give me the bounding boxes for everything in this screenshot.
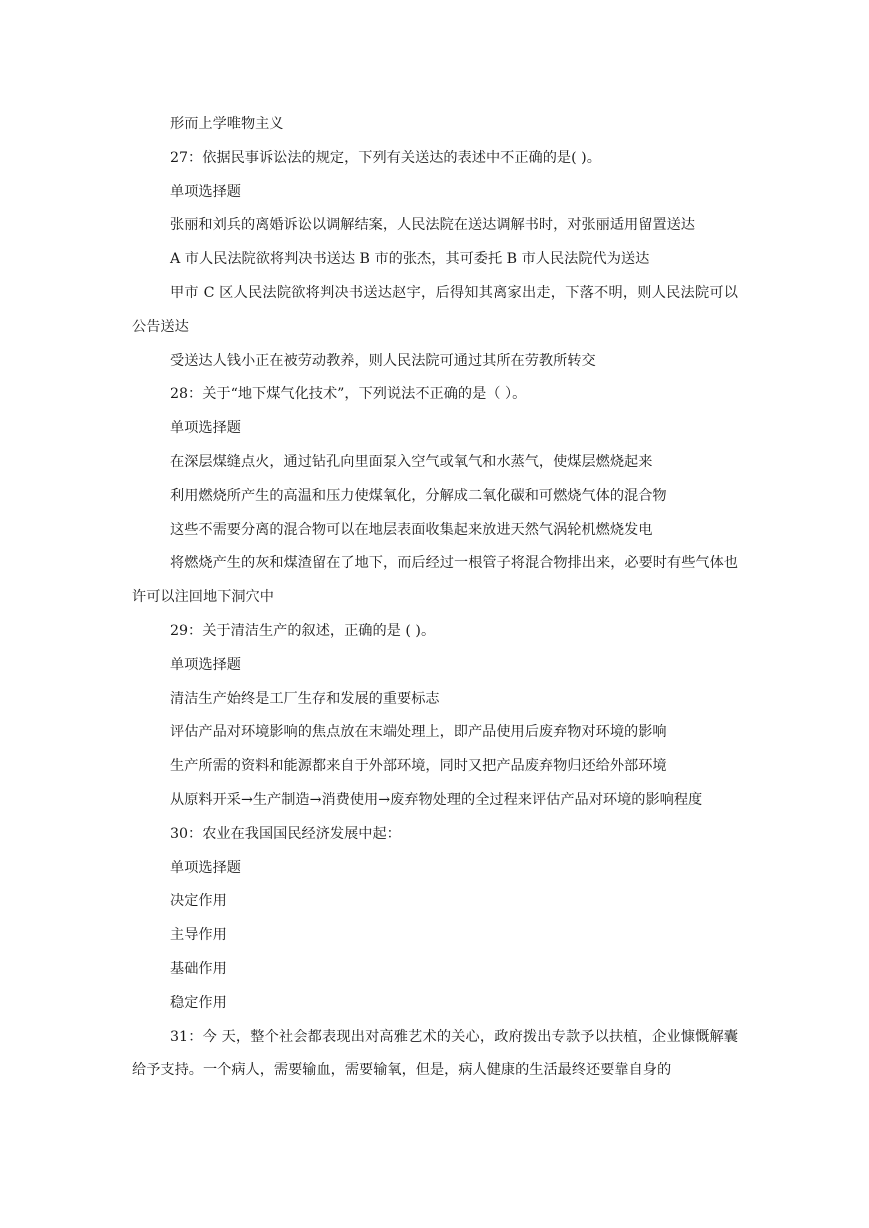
option-text: 这些不需要分离的混合物可以在地层表面收集起来放进天然气涡轮机燃烧发电 xyxy=(170,521,653,538)
question-29-text: 29：关于清洁生产的叙述，正确的是 ( )。 xyxy=(170,622,436,639)
option-text: A 市人民法院欲将判决书送达 B 市的张杰，其可委托 B 市人民法院代为送达 xyxy=(170,251,650,268)
question-type-label: 单项选择题 xyxy=(170,859,241,876)
option-text: 从原料开采→生产制造→消费使用→废弃物处理的全过程来评估产品对环境的影响程度 xyxy=(170,791,703,808)
question-28-text: 28：关于“地下煤气化技术”，下列说法不正确的是（ ）。 xyxy=(170,386,527,403)
document-body xyxy=(132,108,738,1088)
option-text: 稳定作用 xyxy=(170,994,227,1011)
option-text: 张丽和刘兵的离婚诉讼以调解结案，人民法院在送达调解书时，对张丽适用留置送达 xyxy=(170,217,695,234)
option-text: 受送达人钱小正在被劳动教养，则人民法院可通过其所在劳教所转交 xyxy=(170,352,596,369)
option-text: 将燃烧产生的灰和煤渣留在了地下，而后经过一根管子将混合物排出来，必要时有些气体也许可以注回地下洞穴中 xyxy=(132,555,738,606)
option-text: 形而上学唯物主义 xyxy=(170,116,284,132)
question-30-text: 30：农业在我国国民经济发展中起： xyxy=(170,825,401,842)
option-text: 决定作用 xyxy=(170,893,227,910)
option-text: 利用燃烧所产生的高温和压力使煤氧化，分解成二氧化碳和可燃烧气体的混合物 xyxy=(170,487,667,504)
option-text: 评估产品对环境影响的焦点放在末端处理上，即产品使用后废弃物对环境的影响 xyxy=(170,724,667,741)
option-text: 在深层煤缝点火，通过钻孔向里面泵入空气或氧气和水蒸气，使煤层燃烧起来 xyxy=(170,453,653,470)
question-27-text: 27：依据民事诉讼法的规定，下列有关送达的表述中不正确的是( )。 xyxy=(170,149,601,166)
question-type-label: 单项选择题 xyxy=(170,183,241,200)
option-text: 甲市 C 区人民法院欲将判决书送达赵宇，后得知其离家出走，下落不明，则人民法院可以公告送达 xyxy=(132,284,738,335)
question-type-label: 单项选择题 xyxy=(170,656,241,673)
option-text: 基础作用 xyxy=(170,960,227,977)
option-text: 主导作用 xyxy=(170,927,227,944)
question-31-text: 31：今 天，整个社会都表现出对高雅艺术的关心，政府拨出专款予以扶植，企业慷慨解囊给予支持。一个病人，需要输血，需要输氧，但是，病人健康的生活最终还要靠自身的 xyxy=(132,1028,738,1079)
option-text: 生产所需的资料和能源都来自于外部环境，同时又把产品废弃物归还给外部环境 xyxy=(170,758,667,775)
question-type-label: 单项选择题 xyxy=(170,420,241,437)
option-text: 清洁生产始终是工厂生存和发展的重要标志 xyxy=(170,690,440,707)
